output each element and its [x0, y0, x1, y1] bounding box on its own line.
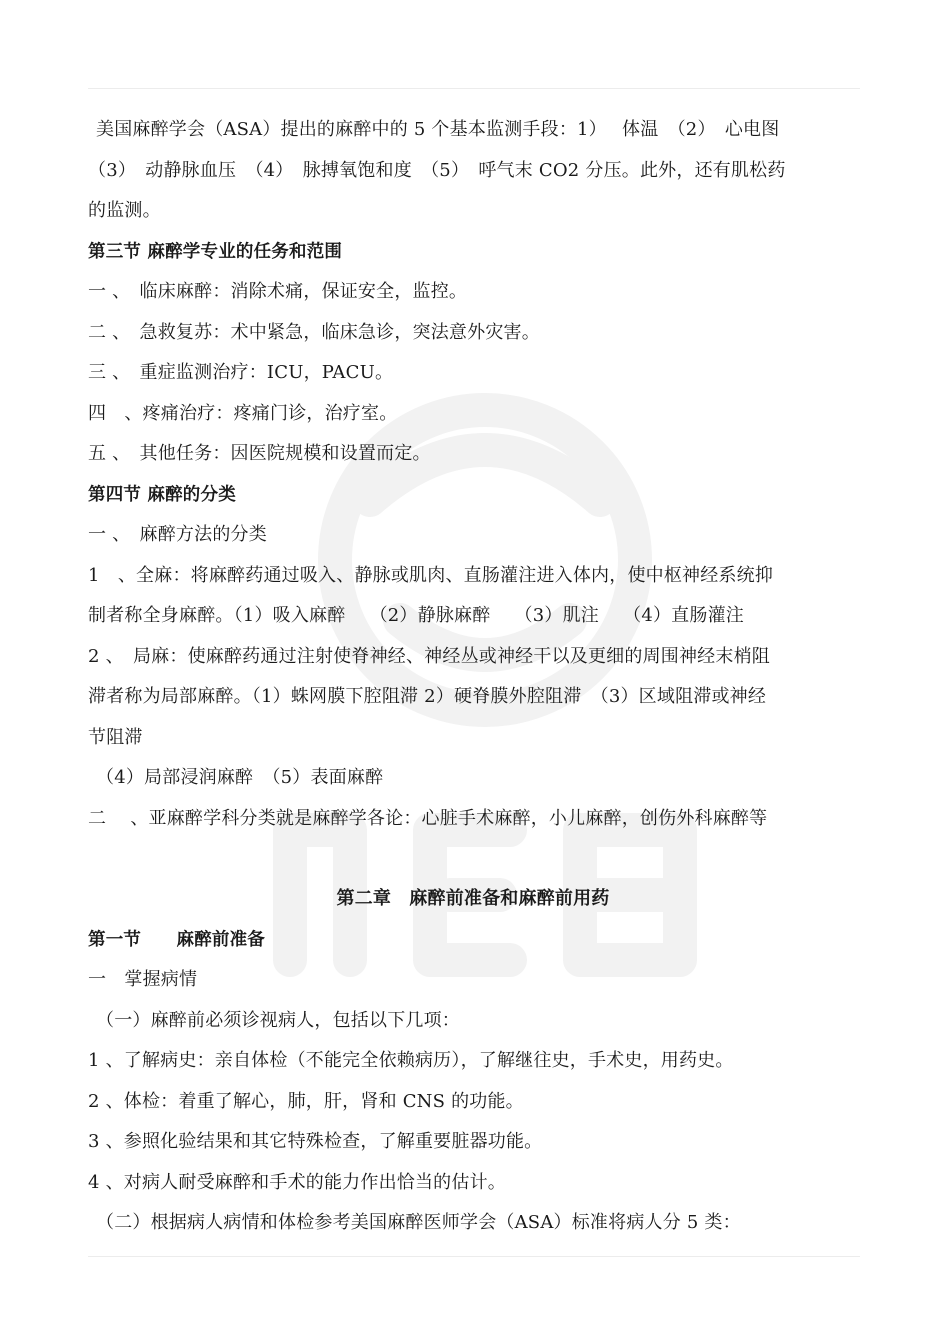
list-item: 三 、 重症监测治疗：ICU，PACU。	[88, 362, 394, 383]
text-line: 一 掌握病情	[88, 969, 198, 990]
section-heading: 第四节 麻醉的分类	[88, 484, 236, 505]
section-heading: 第三节 麻醉学专业的任务和范围	[88, 241, 343, 262]
text-line: 1 、全麻：将麻醉药通过吸入、静脉或肌肉、直肠灌注进入体内，使中枢神经系统抑	[88, 564, 774, 586]
list-item: 一 、 临床麻醉：消除术痛，保证安全，监控。	[88, 281, 468, 302]
list-item: 二 、 急救复苏：术中紧急，临床急诊，突法意外灾害。	[88, 321, 540, 343]
text-line: （3） 动静脉血压 （4） 脉搏氧饱和度 （5） 呼气末 CO2 分压。此外，还有肌松药	[88, 159, 786, 181]
text-line: （4）局部浸润麻醉 （5）表面麻醉	[96, 767, 384, 788]
section-heading: 第一节 麻醉前准备	[88, 929, 265, 950]
text-line: 1 、了解病史：亲自体检（不能完全依赖病历），了解继往史，手术史，用药史。	[88, 1050, 734, 1071]
text-line: 滞者称为局部麻醉。（1）蛛网膜下腔阻滞 2）硬脊膜外腔阻滞 （3）区域阻滞或神经	[88, 686, 767, 707]
text-line: （二）根据病人病情和体检参考美国麻醉医师学会（ASA）标准将病人分 5 类：	[96, 1212, 741, 1233]
text-line: 2 、 局麻：使麻醉药通过注射使脊神经、神经丛或神经干以及更细的周围神经末梢阻	[88, 645, 770, 667]
text-line: 的监测。	[88, 200, 161, 221]
text-line: 4 、对病人耐受麻醉和手术的能力作出恰当的估计。	[88, 1171, 506, 1193]
text-line: 3 、参照化验结果和其它特殊检查，了解重要脏器功能。	[88, 1131, 543, 1152]
chapter-title: 第二章 麻醉前准备和麻醉前用药	[336, 888, 610, 909]
text-line: 二 、亚麻醉学科分类就是麻醉学各论：心脏手术麻醉，小儿麻醉，创伤外科麻醉等	[88, 807, 768, 829]
text-line: 2 、体检：着重了解心，肺，肝，肾和 CNS 的功能。	[88, 1090, 524, 1112]
text-line: （一）麻醉前必须诊视病人，包括以下几项：	[96, 1009, 460, 1031]
footer-rule	[88, 1256, 860, 1257]
list-item: 五 、 其他任务：因医院规模和设置而定。	[88, 443, 431, 464]
text-line: 制者称全身麻醉。（1）吸入麻醉 （2）静脉麻醉 （3）肌注 （4）直肠灌注	[88, 605, 744, 626]
text-line: 美国麻醉学会（ASA）提出的麻醉中的 5 个基本监测手段：1） 体温 （2） 心电图	[96, 119, 780, 140]
text-line: 一 、 麻醉方法的分类	[88, 524, 267, 545]
text-line: 节阻滞	[88, 726, 143, 748]
header-rule	[88, 88, 860, 89]
list-item: 四 、疼痛治疗：疼痛门诊，治疗室。	[88, 402, 398, 424]
document-body	[88, 110, 858, 1244]
